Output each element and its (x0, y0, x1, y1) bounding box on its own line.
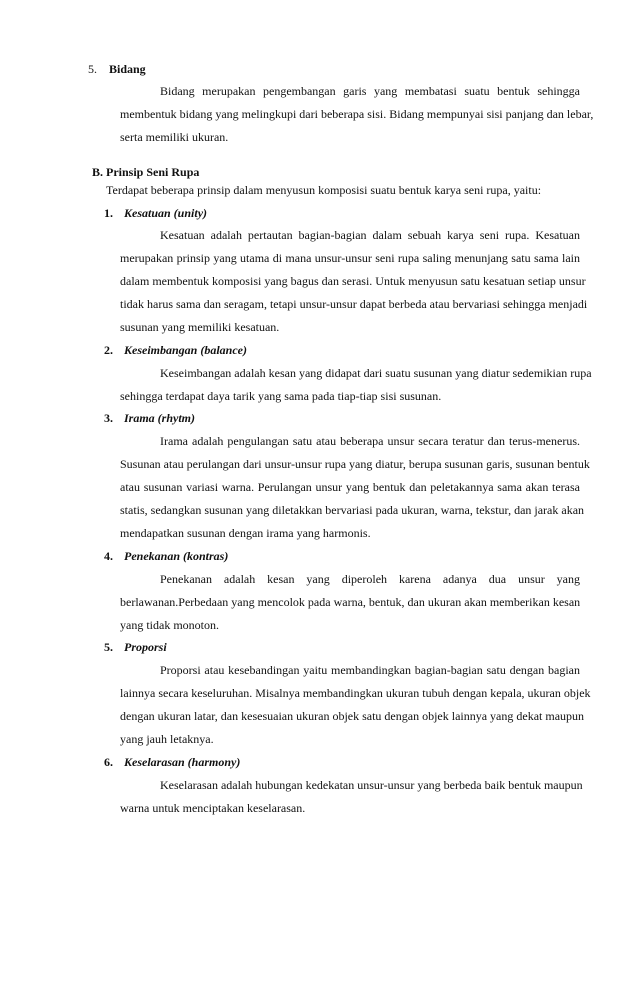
item-line: sehingga terdapat daya tarik yang sama pada tiap-tiap sisi susunan. (120, 389, 442, 403)
item-line: Keselarasan adalah hubungan kedekatan unsur-unsur yang berbeda baik bentuk maupun (160, 778, 583, 792)
item-line: warna untuk menciptakan keselarasan. (120, 801, 306, 815)
section-5-line: Bidang merupakan pengembangan garis yang membatasi suatu bentuk sehingga (160, 84, 580, 98)
item-line: Irama adalah pengulangan satu atau beberapa unsur secara teratur dan terus-menerus. (160, 434, 580, 448)
item-5-heading (104, 640, 167, 655)
item-line: dalam membentuk komposisi yang bagus dan serasi. Untuk menyusun satu kesatuan setiap unsur (120, 274, 586, 288)
item-3-heading (104, 411, 195, 426)
section-b-title: B. Prinsip Seni Rupa (92, 165, 200, 179)
item-number: 3. (104, 411, 113, 425)
item-line: atau susunan variasi warna. Perulangan unsur yang bentuk dan peletakannya sama akan terasa (120, 480, 580, 494)
item-number: 6. (104, 755, 113, 769)
item-line: Susunan atau perulangan dari unsur-unsur rupa yang diatur, berupa susunan garis, susunan bentuk (120, 457, 590, 471)
item-line: susunan yang memiliki kesatuan. (120, 320, 280, 334)
item-line: yang jauh letaknya. (120, 732, 214, 746)
item-line: dengan ukuran latar, dan kesesuaian ukuran objek satu dengan objek lainnya yang dekat maupun (120, 709, 585, 723)
section-5-heading (88, 62, 146, 77)
item-number: 5. (104, 640, 113, 654)
item-line: Kesatuan adalah pertautan bagian-bagian dalam sebuah karya seni rupa. Kesatuan (160, 228, 580, 242)
item-title: Irama (rhytm) (124, 411, 196, 425)
item-6-heading (104, 755, 240, 770)
item-number: 2. (104, 343, 113, 357)
section-5-title: Bidang (109, 62, 146, 76)
item-4-heading (104, 549, 228, 564)
section-5-line: membentuk bidang yang melingkupi dari beberapa sisi. Bidang mempunyai sisi panjang dan lebar, (120, 107, 594, 121)
item-line: statis, sedangkan susunan yang diletakkan bervariasi pada ukuran, warna, tekstur, dan jarak akan (120, 503, 585, 517)
section-5-number: 5. (88, 62, 97, 76)
item-line: Penekanan adalah kesan yang diperoleh karena adanya dua unsur yang (160, 572, 580, 586)
item-line: berlawanan.Perbedaan yang mencolok pada warna, bentuk, dan ukuran akan memberikan kesan (120, 595, 581, 609)
item-title: Kesatuan (unity) (124, 206, 208, 220)
item-2-heading (104, 343, 247, 358)
item-1-heading (104, 206, 207, 221)
item-title: Keselarasan (harmony) (124, 755, 241, 769)
item-line: Proporsi atau kesebandingan yaitu membandingkan bagian-bagian satu dengan bagian (160, 663, 580, 677)
item-title: Proporsi (124, 640, 167, 654)
section-b-intro: Terdapat beberapa prinsip dalam menyusun komposisi suatu bentuk karya seni rupa, yaitu: (106, 183, 542, 197)
item-number: 4. (104, 549, 113, 563)
section-5-line: serta memiliki ukuran. (120, 130, 229, 144)
item-title: Penekanan (kontras) (124, 549, 229, 563)
item-line: tidak harus sama dan seragam, tetapi unsur-unsur dapat berbeda atau bervariasi sehingga menjadi (120, 297, 588, 311)
item-line: yang tidak monoton. (120, 618, 219, 632)
item-line: lainnya secara keseluruhan. Misalnya membandingkan ukuran tubuh dengan kepala, ukuran objek (120, 686, 591, 700)
item-number: 1. (104, 206, 113, 220)
item-line: merupakan prinsip yang utama di mana unsur-unsur seni rupa saling menunjang satu sama lain (120, 251, 580, 265)
item-title: Keseimbangan (balance) (124, 343, 247, 357)
item-line: Keseimbangan adalah kesan yang didapat dari suatu susunan yang diatur sedemikian rupa (160, 366, 592, 380)
item-line: mendapatkan susunan dengan irama yang harmonis. (120, 526, 371, 540)
